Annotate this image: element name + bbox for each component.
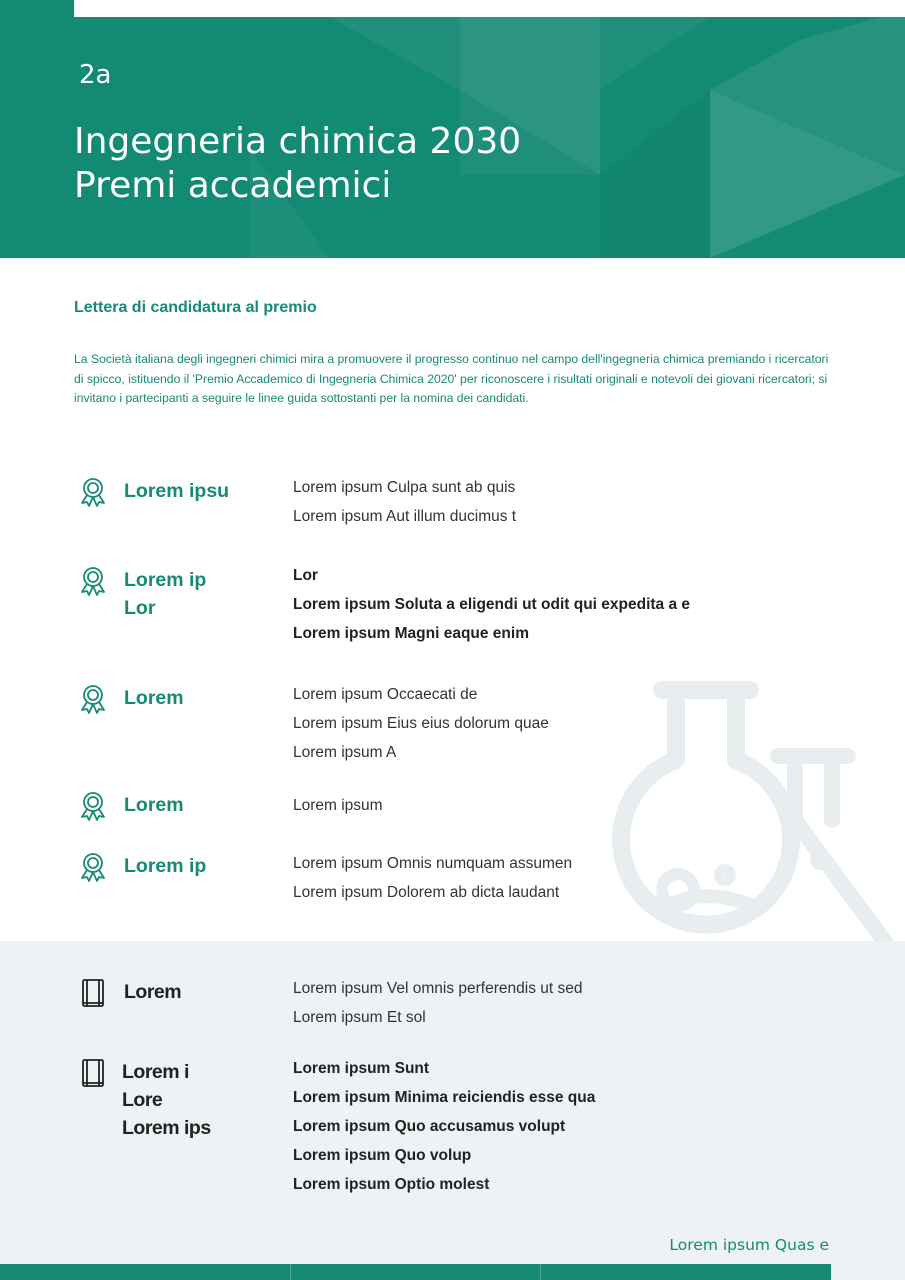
header-band: [0, 0, 905, 258]
title-line-1: Ingegneria chimica 2030: [74, 121, 522, 162]
list-item: Lorem ipsum: [293, 797, 383, 814]
book-row-label: [124, 978, 181, 1006]
award-ribbon-icon: [78, 684, 108, 714]
list-item: Lorem ipsum Et sol: [293, 1009, 426, 1026]
award-row-items: [293, 791, 853, 820]
footer-link[interactable]: Lorem ipsum Quas e: [669, 1236, 829, 1254]
award-row-label: [124, 566, 206, 622]
award-row-items: [293, 473, 853, 531]
list-item: Lorem ipsum Magni eaque enim: [293, 625, 529, 642]
award-row-items: [293, 849, 853, 907]
award-row-items: [293, 561, 853, 648]
award-ribbon-icon: [78, 477, 108, 507]
title-line-2: Premi accademici: [74, 165, 392, 206]
label-line: Lorem ipsu: [124, 480, 230, 502]
award-row-label: [124, 852, 206, 880]
book-icon: [78, 1058, 108, 1088]
award-row-items: [293, 680, 853, 767]
list-item: Lorem ipsum Omnis numquam assumen: [293, 855, 573, 872]
list-item: Lorem ipsum Culpa sunt ab quis: [293, 479, 516, 496]
book-row-items: [293, 974, 853, 1032]
list-item: Lorem ipsum A: [293, 744, 397, 761]
list-item: Lorem ipsum Optio molest: [293, 1176, 490, 1193]
intro-paragraph: La Società italiana degli ingegneri chimici mira a promuovere il progresso continuo nel campo dell'ingegneria chimica premiando i ricercatori di spicco, istituendo il 'Premio Accademico di Ingegneria Chimica 2020' per riconoscere i risultati originali e notevoli dei giovani ricercatori; si invitano i partecipanti a seguire le linee guida sottostanti per la nomina dei candidati.: [74, 352, 829, 405]
award-ribbon-icon: [78, 566, 108, 596]
bottom-bar-divider: [540, 1264, 541, 1280]
book-row-items: [293, 1054, 853, 1199]
list-item: Lorem ipsum Minima reiciendis esse qua: [293, 1089, 596, 1106]
label-line: Lorem ip: [124, 569, 207, 591]
book-row-label: [122, 1058, 211, 1142]
page-number: 2a: [79, 60, 112, 90]
label-line: Lorem ip: [124, 855, 207, 877]
label-line: Lor: [124, 597, 156, 619]
label-line: Lorem: [124, 981, 182, 1003]
label-line: Lorem: [124, 794, 184, 816]
list-item: Lorem ipsum Eius eius dolorum quae: [293, 715, 549, 732]
bottom-bar: [0, 1264, 831, 1280]
list-item: Lorem ipsum Quo volup: [293, 1147, 472, 1164]
label-line: Lorem i: [122, 1061, 189, 1083]
label-line: Lore: [122, 1089, 163, 1111]
page-title: [74, 120, 521, 208]
header-top-strip: [74, 0, 905, 17]
award-row-label: [124, 477, 229, 505]
award-row-label: [124, 791, 184, 819]
award-ribbon-icon: [78, 791, 108, 821]
label-line: Lorem: [124, 687, 184, 709]
list-item: Lorem ipsum Dolorem ab dicta laudant: [293, 884, 560, 901]
bottom-bar-divider: [290, 1264, 291, 1280]
label-line: Lorem ips: [122, 1117, 211, 1139]
list-item: Lor: [293, 567, 318, 584]
book-icon: [78, 978, 108, 1008]
award-ribbon-icon: [78, 852, 108, 882]
section-heading: Lettera di candidatura al premio: [74, 299, 317, 316]
list-item: Lorem ipsum Sunt: [293, 1060, 430, 1077]
list-item: Lorem ipsum Aut illum ducimus t: [293, 508, 517, 525]
list-item: Lorem ipsum Vel omnis perferendis ut sed: [293, 980, 583, 997]
list-item: Lorem ipsum Quo accusamus volupt: [293, 1118, 566, 1135]
list-item: Lorem ipsum Soluta a eligendi ut odit qui expedita a e: [293, 596, 691, 613]
award-row-label: [124, 684, 184, 712]
list-item: Lorem ipsum Occaecati de: [293, 686, 478, 703]
